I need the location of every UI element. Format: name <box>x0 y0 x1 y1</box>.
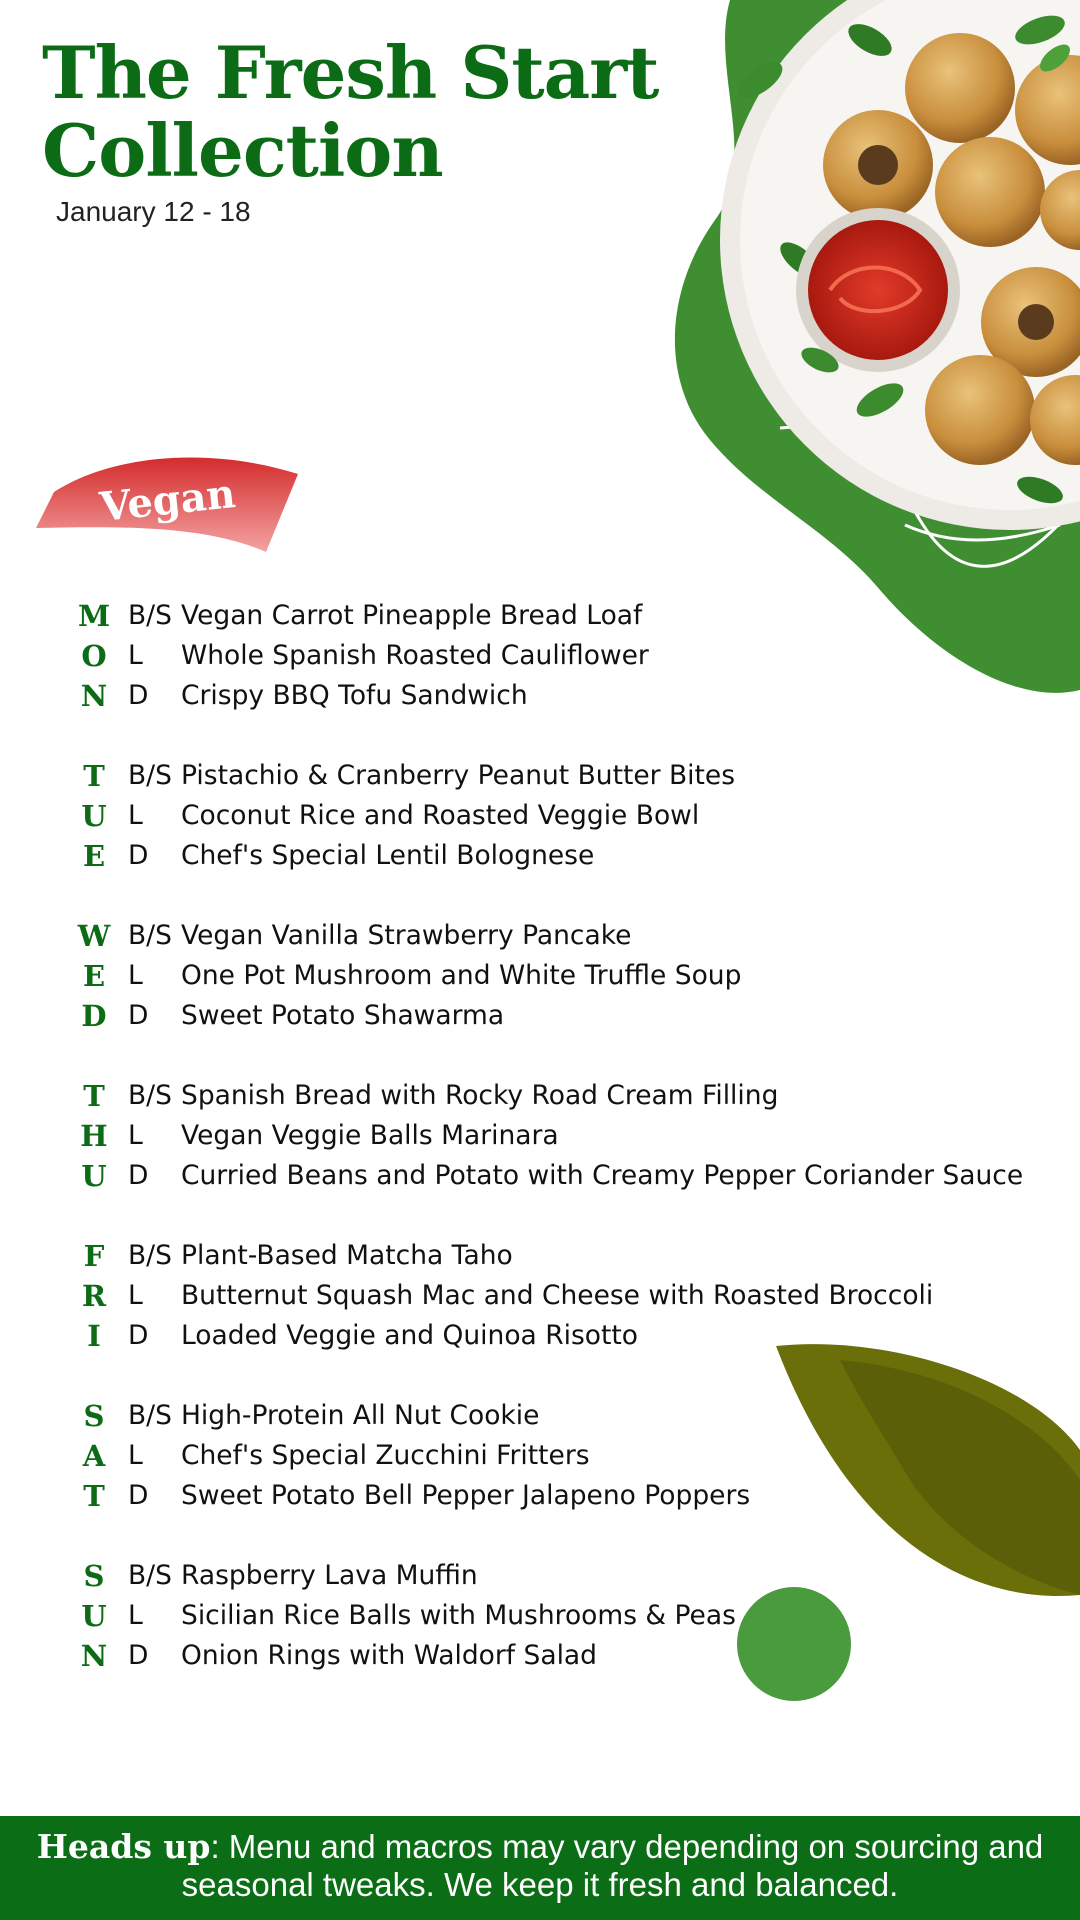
meal-name: Spanish Bread with Rocky Road Cream Filling <box>181 1080 779 1111</box>
meal-list <box>128 1076 1040 1196</box>
day-block <box>60 916 1040 1036</box>
day-block <box>60 596 1040 716</box>
day-block <box>60 1076 1040 1196</box>
weekly-menu <box>60 596 1040 1716</box>
meal-code: L <box>128 1280 143 1311</box>
meal-code: D <box>128 1000 149 1031</box>
meal-row <box>128 756 1040 796</box>
meal-code: L <box>128 800 143 831</box>
day-letter: W <box>77 919 111 953</box>
footer-text: : Menu and macros may vary depending on sourcing and seasonal tweaks. We keep it fresh and balanced. <box>181 1828 1044 1903</box>
meal-code: L <box>128 640 143 671</box>
meal-row <box>128 796 1040 836</box>
meal-list <box>128 1556 1040 1676</box>
meal-name: Loaded Veggie and Quinoa Risotto <box>181 1320 638 1351</box>
day-block <box>60 1236 1040 1356</box>
day-letter: N <box>80 1639 108 1673</box>
day-block <box>60 756 1040 876</box>
meal-row <box>128 1236 1040 1276</box>
day-letter: N <box>80 679 108 713</box>
day-letter: D <box>81 999 107 1033</box>
meal-name: Curried Beans and Potato with Creamy Pepper Coriander Sauce <box>181 1160 1024 1191</box>
meal-row <box>128 1116 1040 1156</box>
meal-name: High-Protein All Nut Cookie <box>181 1400 540 1431</box>
meal-row <box>128 916 1040 956</box>
day-abbreviation <box>60 916 128 1036</box>
vegan-badge <box>36 452 302 556</box>
page-title: The Fresh Start Collection <box>42 30 659 193</box>
meal-name: Pistachio & Cranberry Peanut Butter Bites <box>181 760 736 791</box>
meal-name: Sweet Potato Shawarma <box>181 1000 505 1031</box>
footer-label: Heads up <box>36 1827 211 1866</box>
meal-row <box>128 1436 1040 1476</box>
day-abbreviation <box>60 1396 128 1516</box>
day-letter: T <box>83 1079 105 1113</box>
meal-row <box>128 676 1040 716</box>
meal-row <box>128 1076 1040 1116</box>
meal-row <box>128 1276 1040 1316</box>
meal-code: B/S <box>128 920 172 951</box>
meal-name: Plant-Based Matcha Taho <box>181 1240 513 1271</box>
meal-code: B/S <box>128 1400 172 1431</box>
day-letter: S <box>83 1399 105 1433</box>
day-letter: A <box>82 1439 106 1473</box>
meal-code: D <box>128 840 149 871</box>
day-letter: H <box>80 1119 108 1153</box>
meal-code: B/S <box>128 760 172 791</box>
meal-code: L <box>128 1120 143 1151</box>
day-letter: F <box>83 1239 105 1273</box>
meal-name: Coconut Rice and Roasted Veggie Bowl <box>181 800 700 831</box>
meal-code: D <box>128 680 149 711</box>
meal-row <box>128 1476 1040 1516</box>
meal-code: D <box>128 1640 149 1671</box>
meal-code: B/S <box>128 600 172 631</box>
meal-row <box>128 596 1040 636</box>
meal-name: Sweet Potato Bell Pepper Jalapeno Poppers <box>181 1480 751 1511</box>
day-letter: U <box>81 1599 107 1633</box>
day-abbreviation <box>60 756 128 876</box>
day-letter: R <box>81 1279 107 1313</box>
meal-name: Crispy BBQ Tofu Sandwich <box>181 680 528 711</box>
day-letter: T <box>83 1479 105 1513</box>
meal-name: Raspberry Lava Muffin <box>181 1560 478 1591</box>
day-block <box>60 1396 1040 1516</box>
day-abbreviation <box>60 1076 128 1196</box>
meal-code: B/S <box>128 1560 172 1591</box>
meal-code: D <box>128 1480 149 1511</box>
vegan-badge-label: Vegan <box>97 470 238 531</box>
day-abbreviation <box>60 596 128 716</box>
date-range: January 12 - 18 <box>56 196 251 227</box>
meal-row <box>128 1556 1040 1596</box>
meal-name: Vegan Vanilla Strawberry Pancake <box>181 920 632 951</box>
meal-code: B/S <box>128 1080 172 1111</box>
meal-name: Chef's Special Lentil Bolognese <box>181 840 595 871</box>
meal-name: Chef's Special Zucchini Fritters <box>181 1440 590 1471</box>
food-plate-image <box>640 0 1080 700</box>
day-letter: U <box>81 1159 107 1193</box>
meal-row <box>128 636 1040 676</box>
meal-name: Whole Spanish Roasted Cauliflower <box>181 640 649 671</box>
day-letter: S <box>83 1559 105 1593</box>
meal-list <box>128 596 1040 716</box>
meal-row <box>128 1156 1040 1196</box>
day-letter: I <box>87 1319 101 1353</box>
day-letter: E <box>82 959 106 993</box>
meal-name: One Pot Mushroom and White Truffle Soup <box>181 960 742 991</box>
meal-list <box>128 756 1040 876</box>
meal-code: L <box>128 1440 143 1471</box>
meal-name: Vegan Carrot Pineapple Bread Loaf <box>181 600 643 631</box>
footer-notice <box>0 1816 1080 1920</box>
meal-code: B/S <box>128 1240 172 1271</box>
meal-row <box>128 1396 1040 1436</box>
meal-name: Vegan Veggie Balls Marinara <box>181 1120 559 1151</box>
meal-name: Butternut Squash Mac and Cheese with Roasted Broccoli <box>181 1280 934 1311</box>
day-block <box>60 1556 1040 1676</box>
meal-code: L <box>128 1600 143 1631</box>
meal-code: D <box>128 1160 149 1191</box>
day-abbreviation <box>60 1556 128 1676</box>
day-letter: T <box>83 759 105 793</box>
meal-row <box>128 1316 1040 1356</box>
day-letter: O <box>81 639 107 673</box>
meal-list <box>128 1396 1040 1516</box>
meal-row <box>128 1636 1040 1676</box>
meal-row <box>128 956 1040 996</box>
meal-row <box>128 1596 1040 1636</box>
meal-row <box>128 836 1040 876</box>
meal-name: Onion Rings with Waldorf Salad <box>181 1640 597 1671</box>
meal-list <box>128 916 1040 1036</box>
day-letter: U <box>81 799 107 833</box>
meal-code: D <box>128 1320 149 1351</box>
meal-name: Sicilian Rice Balls with Mushrooms & Peas <box>181 1600 736 1631</box>
meal-code: L <box>128 960 143 991</box>
day-abbreviation <box>60 1236 128 1356</box>
meal-row <box>128 996 1040 1036</box>
meal-list <box>128 1236 1040 1356</box>
day-letter: M <box>77 599 111 633</box>
day-letter: E <box>82 839 106 873</box>
